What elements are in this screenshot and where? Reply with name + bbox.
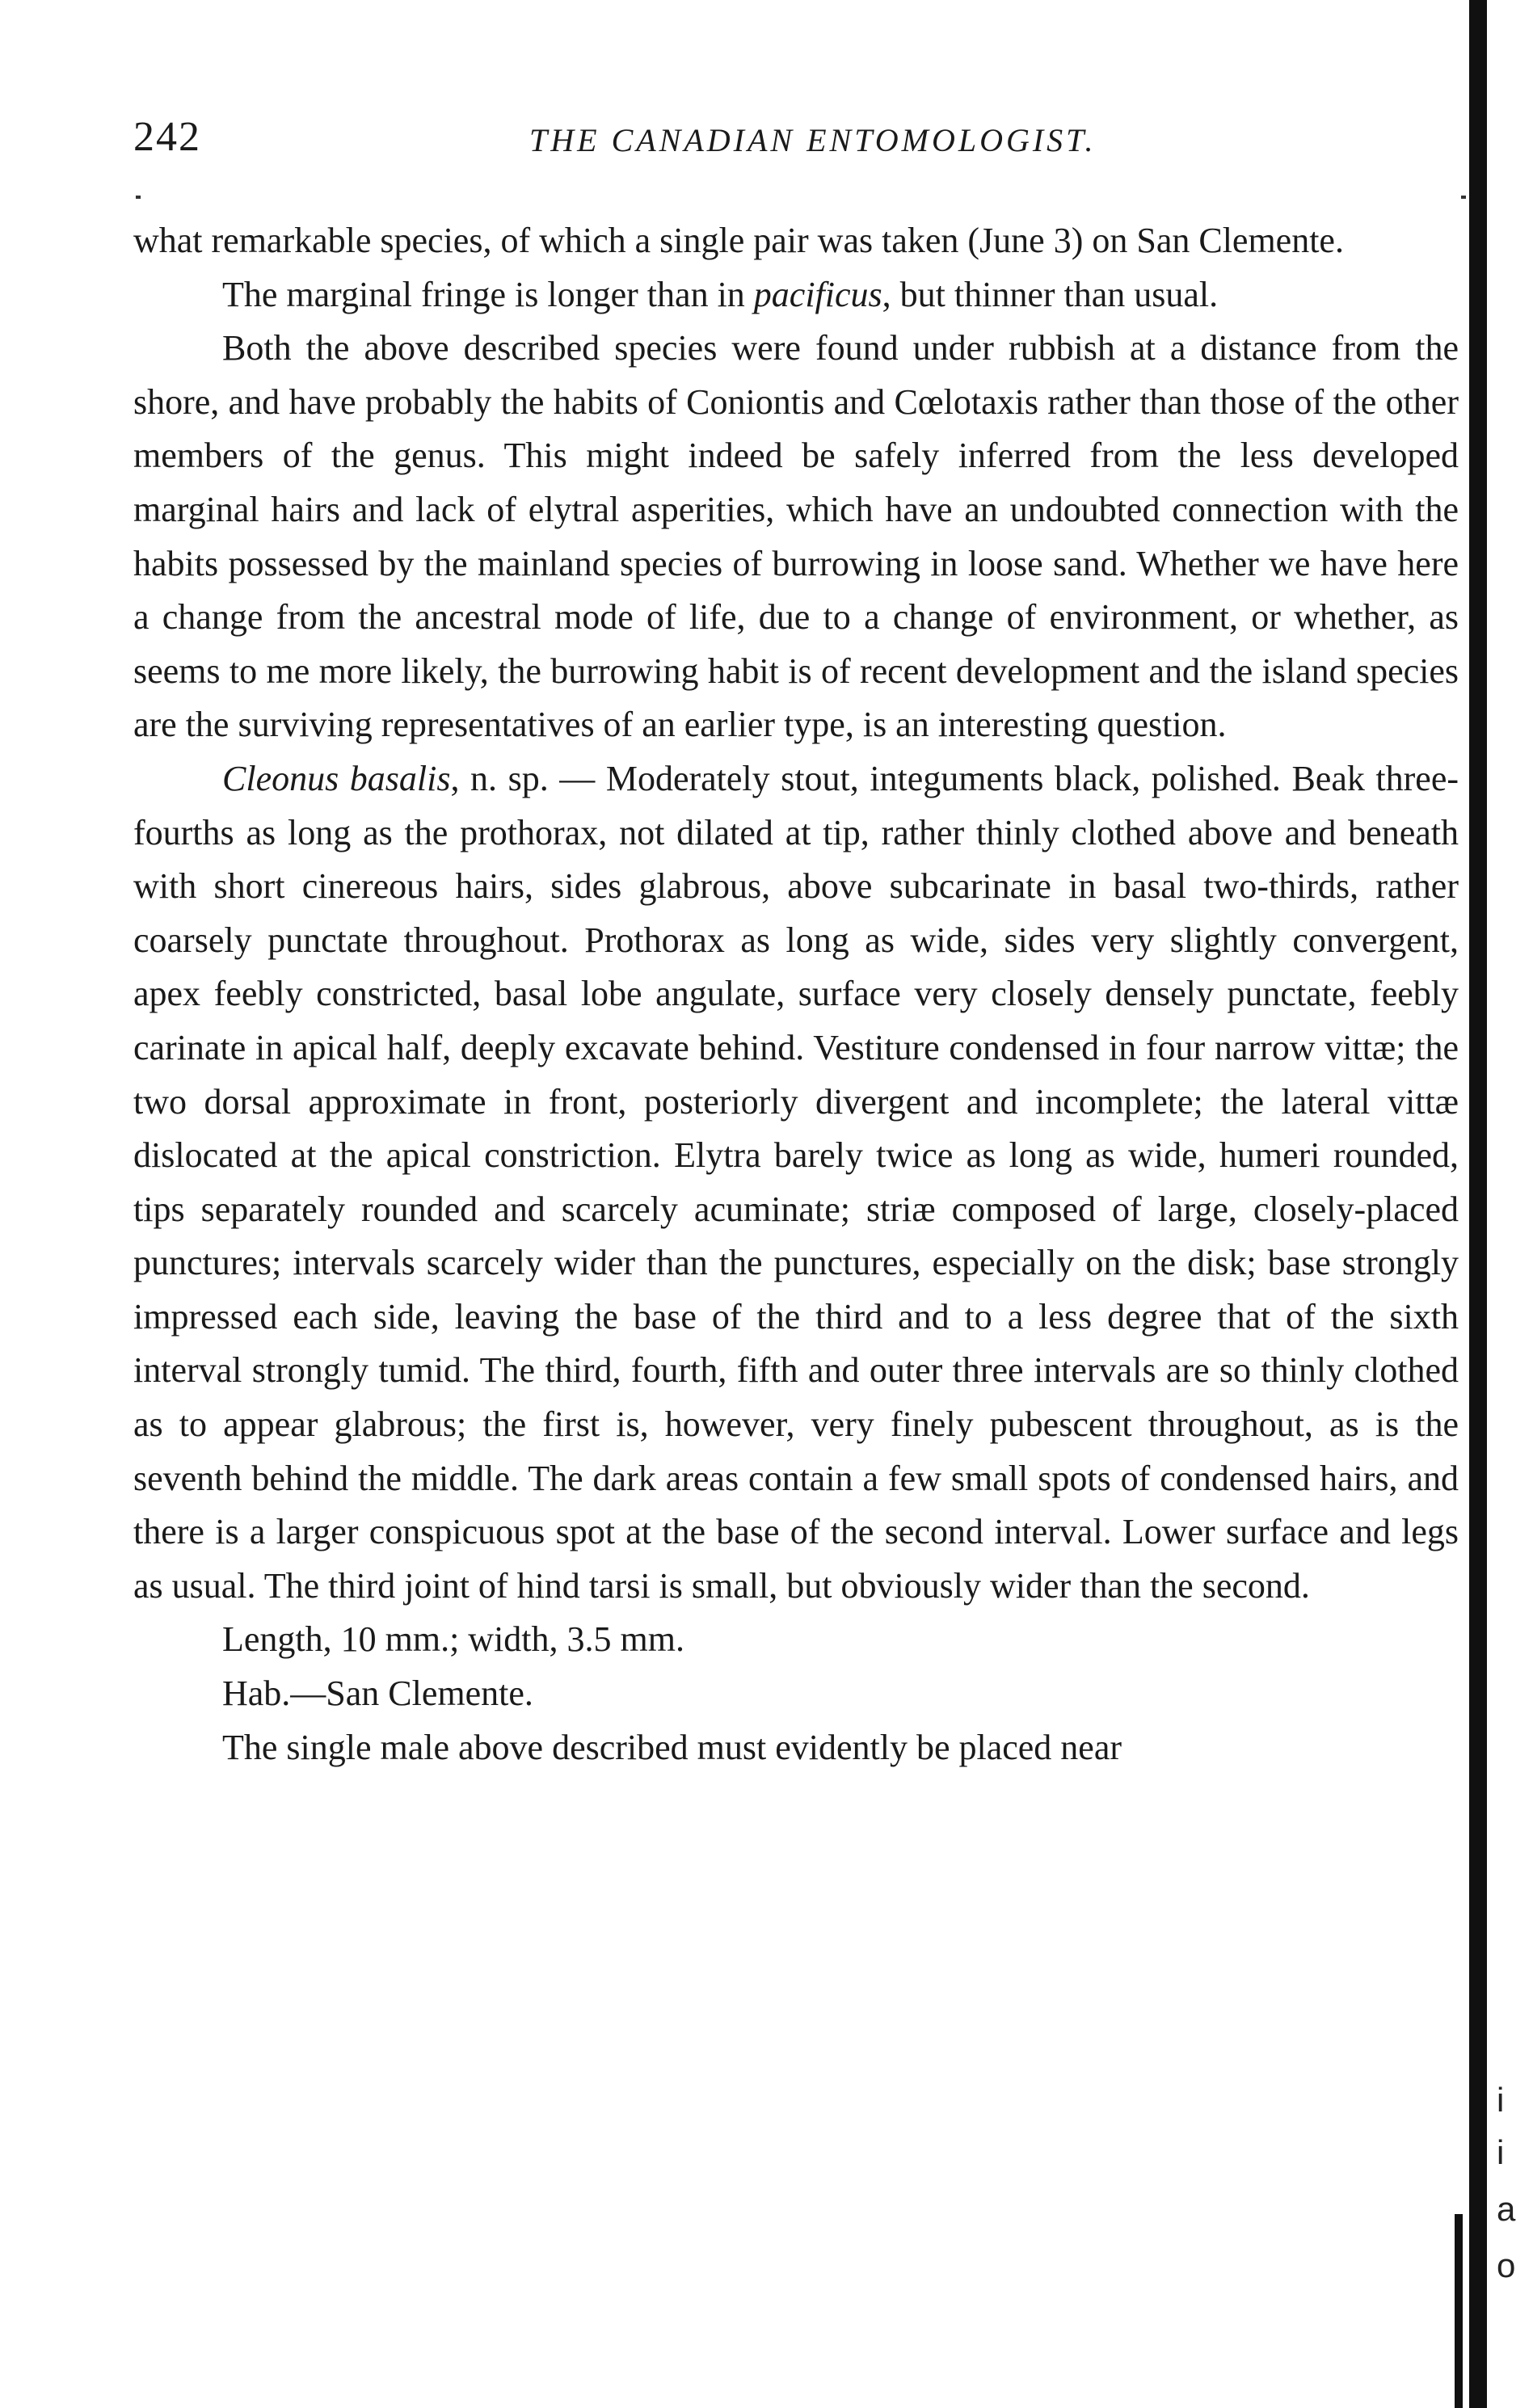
print-speck xyxy=(1461,196,1466,199)
paragraph-fringe-text-b: , but thinner than usual. xyxy=(882,274,1219,314)
margin-fragment: o xyxy=(1497,2246,1516,2284)
running-title: THE CANADIAN ENTOMOLOGIST. xyxy=(529,122,1097,158)
paragraph-fringe-text-a: The marginal fringe is longer than in xyxy=(222,274,754,314)
page-number: 242 xyxy=(133,114,201,160)
paragraph-continuation: what remarkable species, of which a single pair was taken (June 3) on San Clemente. xyxy=(133,221,1344,260)
paragraph-final: The single male above described must evidently be placed near xyxy=(222,1727,1122,1767)
page-header xyxy=(133,113,1475,170)
paragraph-fringe xyxy=(133,268,1459,322)
page-edge-shadow xyxy=(1469,0,1487,2408)
species-name-pacificus: pacificus xyxy=(753,274,882,314)
article-body xyxy=(133,214,1459,1774)
margin-fragment: a xyxy=(1497,2190,1516,2228)
paragraph-measurements: Length, 10 mm.; width, 3.5 mm. xyxy=(222,1619,684,1660)
paragraph-habits: Both the above described species were found under rubbish at a distance from the shore, and have probably the habits of Coniontis and Cœlotaxis rather than those of the other members of the genus. This might indeed be safely inferred from the less developed marginal hairs and lack of elytral asperities, which have an undoubted connection with the habits possessed by the mainland species of burrowing in loose sand. Whether we have here a change from the ancestral mode of life, due to a change of environment, or whether, as seems to me more likely, the burrowing habit is of recent development and the island species are the surviving representatives of an earlier type, is an interesting question. xyxy=(133,328,1459,745)
print-speck xyxy=(136,196,141,199)
cleonus-description-text: , n. sp. — Moderately stout, integuments black, polished. Beak three-fourths as long as the prothorax, not dilated at tip, rather thinly clothed above and beneath with short cinereous hairs, sides glabrous, above subcarinate in basal two-thirds, rather coarsely punctate throughout. Prothorax as long as wide, sides very slightly convergent, apex feebly constricted, basal lobe angulate, surface very closely densely punctate, feebly carinate in apical half, deeply excavate behind. Vestiture condensed in four narrow vittæ; the two dorsal approximate in front, posteriorly divergent and incomplete; the lateral vittæ dislocated at the apical constriction. Elytra barely twice as long as wide, humeri rounded, tips separately rounded and scarcely acuminate; striæ composed of large, closely-placed punctures; intervals scarcely wider than the punctures, especially on the disk; base strongly impressed each side, leaving the base of the third and to a less degree that of the sixth interval strongly tumid. The third, fourth, fifth and outer three intervals are so thinly clothed as to appear glabrous; the first is, however, very finely pubescent throughout, as is the seventh behind the middle. The dark areas contain a few small spots of condensed hairs, and there is a larger conspicuous spot at the base of the second interval. Lower surface and legs as usual. The third joint of hind tarsi is small, but obviously wider than the second. xyxy=(133,758,1459,1606)
paragraph-habitat: Hab.—San Clemente. xyxy=(222,1673,533,1714)
paragraph-cleonus-description xyxy=(133,752,1459,1614)
margin-fragment: i xyxy=(1497,2081,1505,2119)
page-edge-shadow-inner xyxy=(1455,2214,1463,2408)
species-name-cleonus-basalis: Cleonus basalis xyxy=(222,758,451,798)
margin-fragment: i xyxy=(1497,2133,1505,2171)
